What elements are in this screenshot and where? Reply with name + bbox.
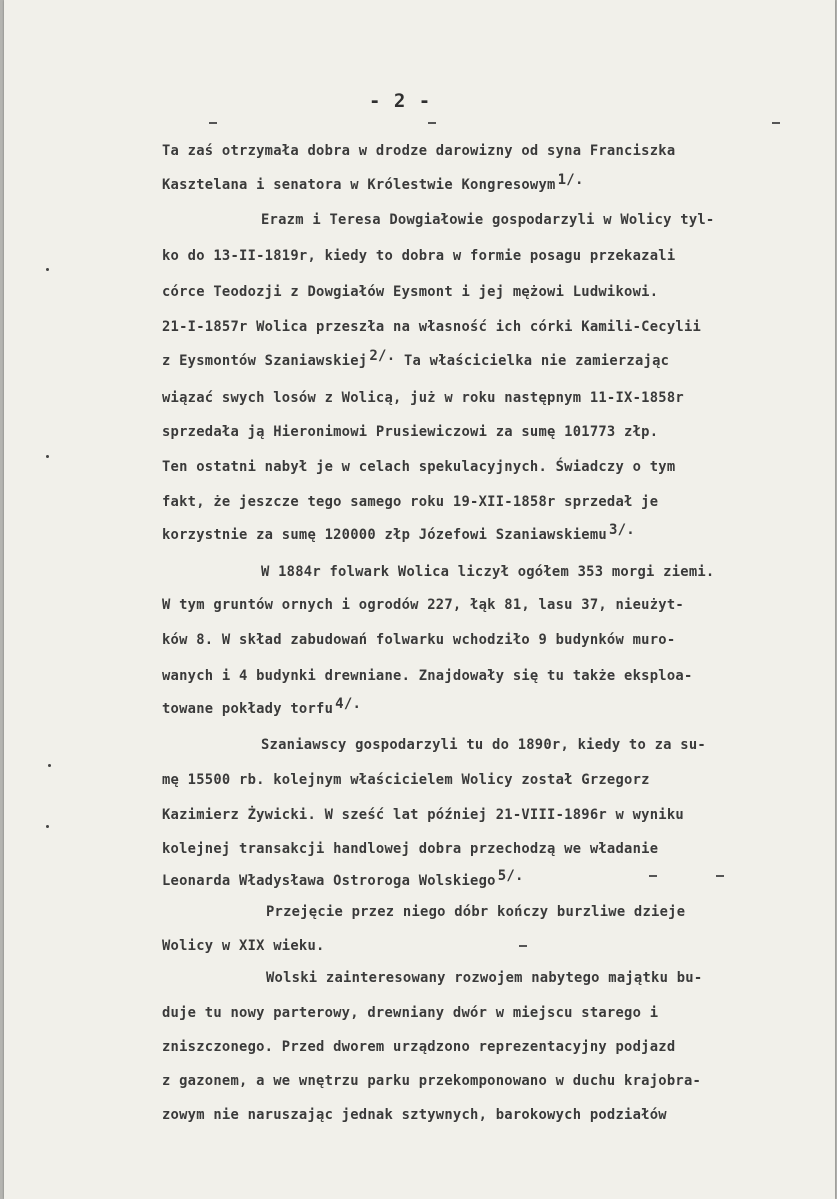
footnote-ref: 2/. bbox=[369, 348, 396, 364]
stray-dash bbox=[716, 875, 724, 877]
text-line: Kasztelana i senatora w Królestwie Kongresowym $^{1/.}$ bbox=[162, 172, 584, 193]
text-line: wanych i 4 budynki drewniane. Znajdowały się tu także eksploa- bbox=[162, 668, 693, 684]
text-line: duje tu nowy parterowy, drewniany dwór w miejscu starego i bbox=[162, 1005, 659, 1021]
text-line: mę 15500 rb. kolejnym właścicielem Wolicy został Grzegorz bbox=[162, 772, 650, 788]
text-line: Przejęcie przez niego dóbr kończy burzliwe dzieje bbox=[266, 904, 686, 920]
text-line: kolejnej transakcji handlowej dobra przechodzą we władanie bbox=[162, 841, 659, 857]
margin-dot bbox=[46, 825, 49, 828]
margin-dot bbox=[48, 764, 51, 767]
text-line: W tym gruntów ornych i ogrodów 227, łąk 81, lasu 37, nieużyt- bbox=[162, 597, 684, 613]
margin-dot bbox=[46, 268, 49, 271]
footnote-ref: 5/. bbox=[497, 868, 524, 884]
footnote-ref: 4/. bbox=[335, 696, 362, 712]
text-line: zowym nie naruszając jednak sztywnych, barokowych podziałów bbox=[162, 1107, 667, 1123]
text-line: 21-I-1857r Wolica przeszła na własność ich córki Kamili-Cecylii bbox=[162, 319, 702, 335]
text-line: Kazimierz Żywicki. W sześć lat później 21-VIII-1896r w wyniku bbox=[162, 807, 684, 823]
stray-dash bbox=[428, 122, 436, 124]
stray-dash bbox=[649, 875, 657, 877]
text-line: z Eysmontów Szaniawskiej $^{2/.}$ Ta właścicielka nie zamierzając bbox=[162, 348, 670, 369]
stray-dash bbox=[772, 122, 780, 124]
text-line: Ten ostatni nabył je w celach spekulacyjnych. Świadczy o tym bbox=[162, 459, 676, 475]
text-line: córce Teodozji z Dowgiałów Eysmont i jej mężowi Ludwikowi. bbox=[162, 284, 659, 300]
text-line: sprzedała ją Hieronimowi Prusiewiczowi za sumę 101773 złp. bbox=[162, 424, 659, 440]
text-line: korzystnie za sumę 120000 złp Józefowi Szaniawskiemu $^{3/.}$ bbox=[162, 522, 635, 543]
margin-dot bbox=[46, 455, 49, 458]
text-line: W 1884r folwark Wolica liczył ogółem 353 morgi ziemi. bbox=[261, 564, 715, 580]
text-line: Wolski zainteresowany rozwojem nabytego majątku bu- bbox=[266, 970, 703, 986]
text-line: Wolicy w XIX wieku. bbox=[162, 938, 325, 954]
text-line: wiązać swych losów z Wolicą, już w roku następnym 11-IX-1858r bbox=[162, 390, 684, 406]
text-line: Leonarda Władysława Ostroroga Wolskiego $^{5/.}$ bbox=[162, 868, 524, 889]
footnote-ref: 1/. bbox=[557, 172, 584, 188]
text-line: ków 8. W skład zabudowań folwarku wchodziło 9 budynków muro- bbox=[162, 632, 676, 648]
document-page bbox=[4, 0, 835, 1199]
text-line: z gazonem, a we wnętrzu parku przekomponowano w duchu krajobra- bbox=[162, 1073, 702, 1089]
stray-dash bbox=[209, 122, 217, 124]
text-line: zniszczonego. Przed dworem urządzono reprezentacyjny podjazd bbox=[162, 1039, 676, 1055]
text-line: Erazm i Teresa Dowgiałowie gospodarzyli w Wolicy tyl- bbox=[261, 212, 715, 228]
footnote-ref: 3/. bbox=[608, 522, 635, 538]
page-number: - 2 - bbox=[369, 90, 432, 112]
text-line: Ta zaś otrzymała dobra w drodze darowizny od syna Franciszka bbox=[162, 143, 676, 159]
stray-dash bbox=[519, 945, 527, 947]
text-line: ko do 13-II-1819r, kiedy to dobra w formie posagu przekazali bbox=[162, 248, 676, 264]
text-line: fakt, że jeszcze tego samego roku 19-XII-1858r sprzedał je bbox=[162, 494, 659, 510]
text-line: towane pokłady torfu $^{4/.}$ bbox=[162, 696, 362, 717]
text-line: Szaniawscy gospodarzyli tu do 1890r, kiedy to za su- bbox=[261, 737, 706, 753]
